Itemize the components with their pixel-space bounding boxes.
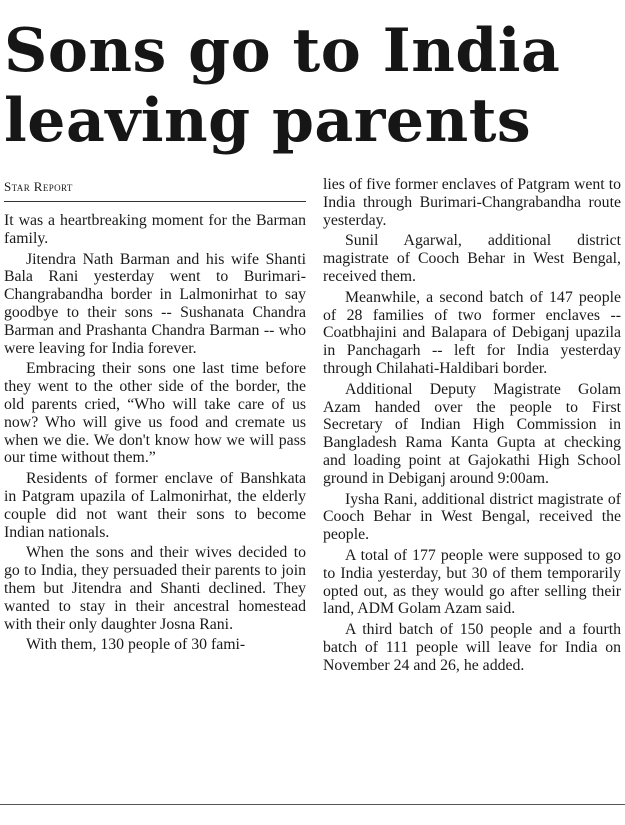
paragraph: Iysha Rani, additional district magistrate of Cooch Behar in West Bengal, received the people. (323, 490, 621, 544)
paragraph: Jitendra Nath Barman and his wife Shanti Bala Rani yesterday went to Burimari-Changrabandha border in Lalmonirhat to say goodbye to their sons -- Sushanata Chandra Barman and Prashanta Chandra Barman -- who were leaving for India forever. (4, 250, 306, 357)
paragraph: It was a heartbreaking moment for the Barman family. (4, 212, 306, 247)
paragraph: With them, 130 people of 30 fami- (26, 636, 246, 654)
paragraph: lies of five former enclaves of Patgram went to India through Burimari-Changrabandha route yesterday. (323, 176, 621, 229)
paragraph: A total of 177 people were supposed to go to India yesterday, but 30 of them temporarily opted out, as they would go after selling their land, ADM Golam Azam said. (323, 546, 621, 618)
paragraph: Embracing their sons one last time before they went to the other side of the border, the old parents cried, “Who will take care of us now? Who will give us food and cremate us when we die. We don't know how we will pass our time without them.” (4, 360, 306, 467)
paragraph: Meanwhile, a second batch of 147 people of 28 families of two former enclaves -- Coatbhajini and Balapara of Debiganj upazila in Panchagarh -- left for India yesterday through Chilahati-Haldibari border. (323, 288, 621, 377)
paragraph: Sunil Agarwal, additional district magistrate of Cooch Behar in West Bengal, received them. (323, 232, 621, 285)
byline: Star Report (4, 170, 306, 202)
bottom-divider (0, 804, 625, 805)
article-columns (4, 170, 621, 675)
paragraph: Residents of former enclave of Banshkata in Patgram upazila of Lalmonirhat, the elderly couple did not want their sons to become Indian nationals. (4, 470, 306, 541)
paragraph: Additional Deputy Magistrate Golam Azam handed over the people to First Secretary of Indian High Commission in Bangladesh Rama Kanta Gupta at checking and loading point at Gajokathi High School ground in Debiganj around 9:00am. (323, 380, 621, 487)
paragraph: A third batch of 150 people and a fourth batch of 111 people will leave for India on November 24 and 26, he added. (323, 621, 621, 674)
paragraph: When the sons and their wives decided to go to India, they persuaded their parents to join them but Jitendra and Shanti declined. They wanted to stay in their ancestral homestead with their only daughter Josna Rani. (4, 544, 306, 633)
left-column (4, 170, 306, 675)
headline: Sons go to India leaving parents (4, 16, 561, 156)
right-column (323, 176, 621, 675)
